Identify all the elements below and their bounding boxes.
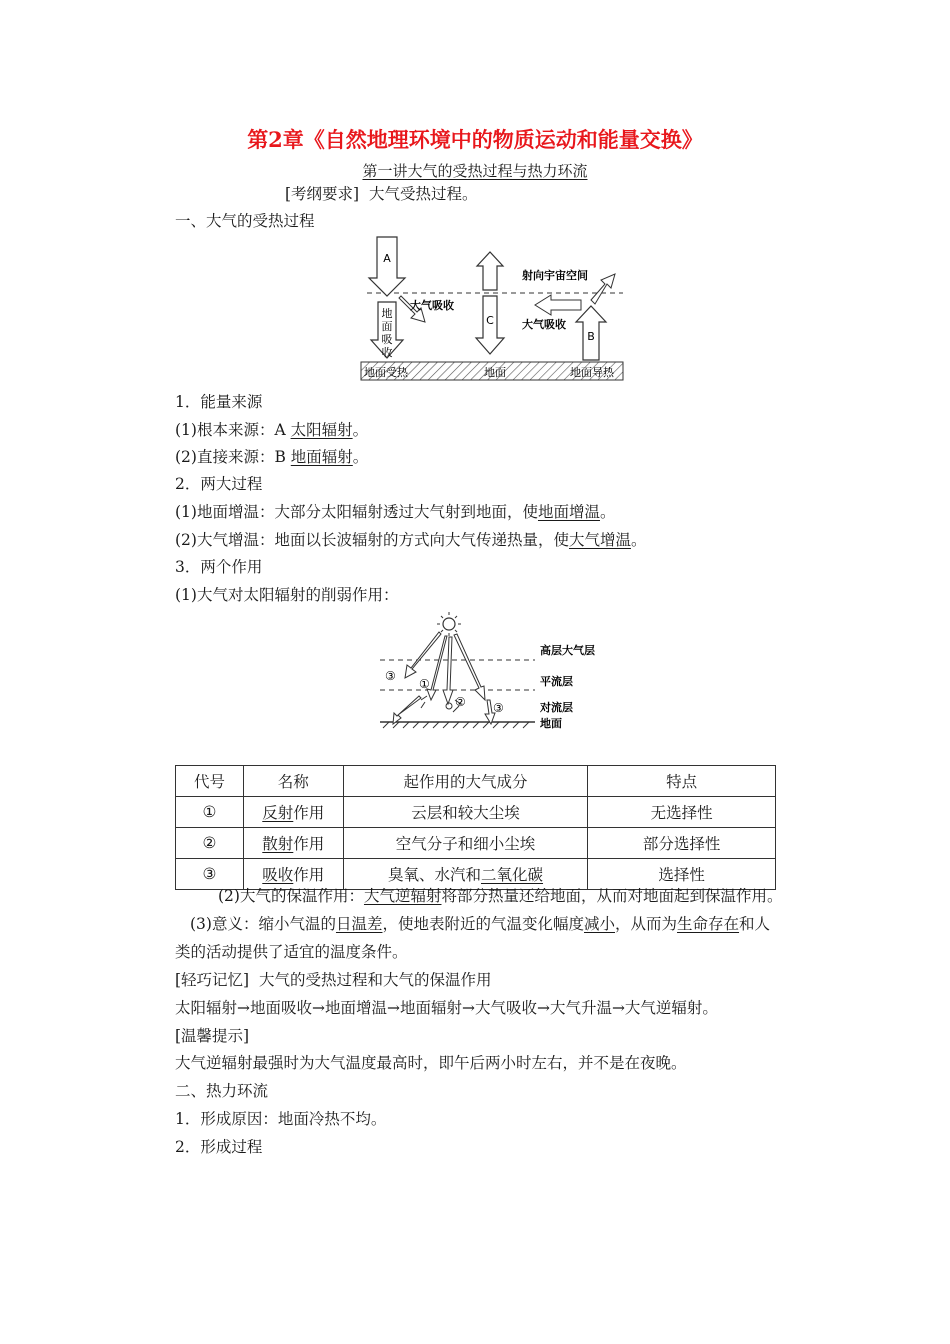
arrow-c-up	[477, 252, 503, 290]
process-heading: 2．两大过程	[175, 475, 263, 493]
energy-heading: 1．能量来源	[175, 393, 263, 411]
table-header: 名称	[243, 766, 343, 797]
label-a: A	[383, 252, 391, 265]
label-b: B	[587, 330, 595, 343]
svg-text:大气吸收: 大气吸收	[410, 299, 454, 312]
effects-heading: 3．两个作用	[175, 558, 263, 576]
section-1-heading: 一、大气的受热过程	[175, 212, 315, 230]
weakening-diagram	[375, 610, 615, 735]
svg-text:平流层: 平流层	[540, 675, 573, 688]
table-header-row	[176, 766, 776, 797]
sun-icon	[443, 618, 455, 630]
svg-text:③: ③	[385, 669, 396, 683]
section-2-process: 2．形成过程	[175, 1138, 263, 1156]
table-row: ③ 吸收作用 臭氧、水汽和二氧化碳 选择性	[176, 859, 776, 890]
memory-chain: 太阳辐射→地面吸收→地面增温→地面辐射→大气吸收→大气升温→大气逆辐射。	[175, 999, 718, 1017]
svg-text:③: ③	[493, 701, 504, 715]
meaning-line-2: 类的活动提供了适宜的温度条件。	[175, 943, 408, 961]
svg-text:面: 面	[381, 320, 393, 333]
tip-heading: [温馨提示]	[175, 1027, 250, 1045]
insulation: (2)大气的保温作用：大气逆辐射将部分热量还给地面，从而对地面起到保温作用。	[218, 887, 783, 905]
weakening-table	[175, 765, 776, 890]
label-c: C	[486, 314, 494, 327]
svg-text:②: ②	[455, 695, 466, 709]
exam-requirement: [考纲要求] 大气受热过程。	[285, 185, 478, 203]
page-title: 第2章《自然地理环境中的物质运动和能量交换》	[247, 127, 703, 152]
meaning-line-1: (3)意义：缩小气温的日温差，使地表附近的气温变化幅度减小，从而为生命存在和人	[190, 915, 771, 933]
svg-text:射向宇宙空间: 射向宇宙空间	[522, 269, 588, 282]
table-header: 起作用的大气成分	[343, 766, 588, 797]
process-1: (1)地面增温：大部分太阳辐射透过大气射到地面，使地面增温。	[175, 503, 616, 521]
svg-text:吸: 吸	[381, 333, 393, 346]
heating-process-diagram	[355, 232, 630, 382]
table-header: 特点	[588, 766, 776, 797]
memory-heading: [轻巧记忆] 大气的受热过程和大气的保温作用	[175, 971, 492, 989]
arrow-atm-absorb-right	[535, 295, 581, 315]
ray-ground-left	[393, 696, 421, 724]
process-2: (2)大气增温：地面以长波辐射的方式向大气传递热量，使大气增温。	[175, 531, 647, 549]
svg-text:①: ①	[419, 677, 430, 691]
arrow-to-space	[591, 274, 615, 304]
effects-weaken: (1)大气对太阳辐射的削弱作用：	[175, 586, 399, 604]
svg-text:地: 地	[381, 307, 393, 320]
svg-text:收: 收	[381, 346, 393, 359]
svg-text:地面: 地面	[484, 366, 506, 379]
page-subtitle: 第一讲大气的受热过程与热力环流	[362, 162, 588, 180]
section-2-cause: 1．形成原因：地面冷热不均。	[175, 1110, 387, 1128]
energy-direct: (2)直接来源：B 地面辐射。	[175, 448, 369, 466]
table-row: ② 散射作用 空气分子和细小尘埃 部分选择性	[176, 828, 776, 859]
energy-root: (1)根本来源：A 太阳辐射。	[175, 421, 369, 439]
table-row: ① 反射作用 云层和较大尘埃 无选择性	[176, 797, 776, 828]
arrow-a	[369, 237, 405, 296]
svg-text:地面: 地面	[540, 717, 562, 730]
svg-text:对流层: 对流层	[540, 701, 573, 714]
svg-text:高层大气层: 高层大气层	[540, 644, 595, 657]
tip-text: 大气逆辐射最强时为大气温度最高时，即午后两小时左右，并不是在夜晚。	[175, 1054, 687, 1072]
ray-right	[454, 634, 485, 700]
svg-text:地面受热: 地面受热	[364, 366, 408, 379]
svg-text:地面导热: 地面导热	[570, 366, 614, 379]
section-2-heading: 二、热力环流	[175, 1082, 269, 1100]
table-header: 代号	[176, 766, 244, 797]
svg-text:大气吸收: 大气吸收	[522, 318, 566, 331]
